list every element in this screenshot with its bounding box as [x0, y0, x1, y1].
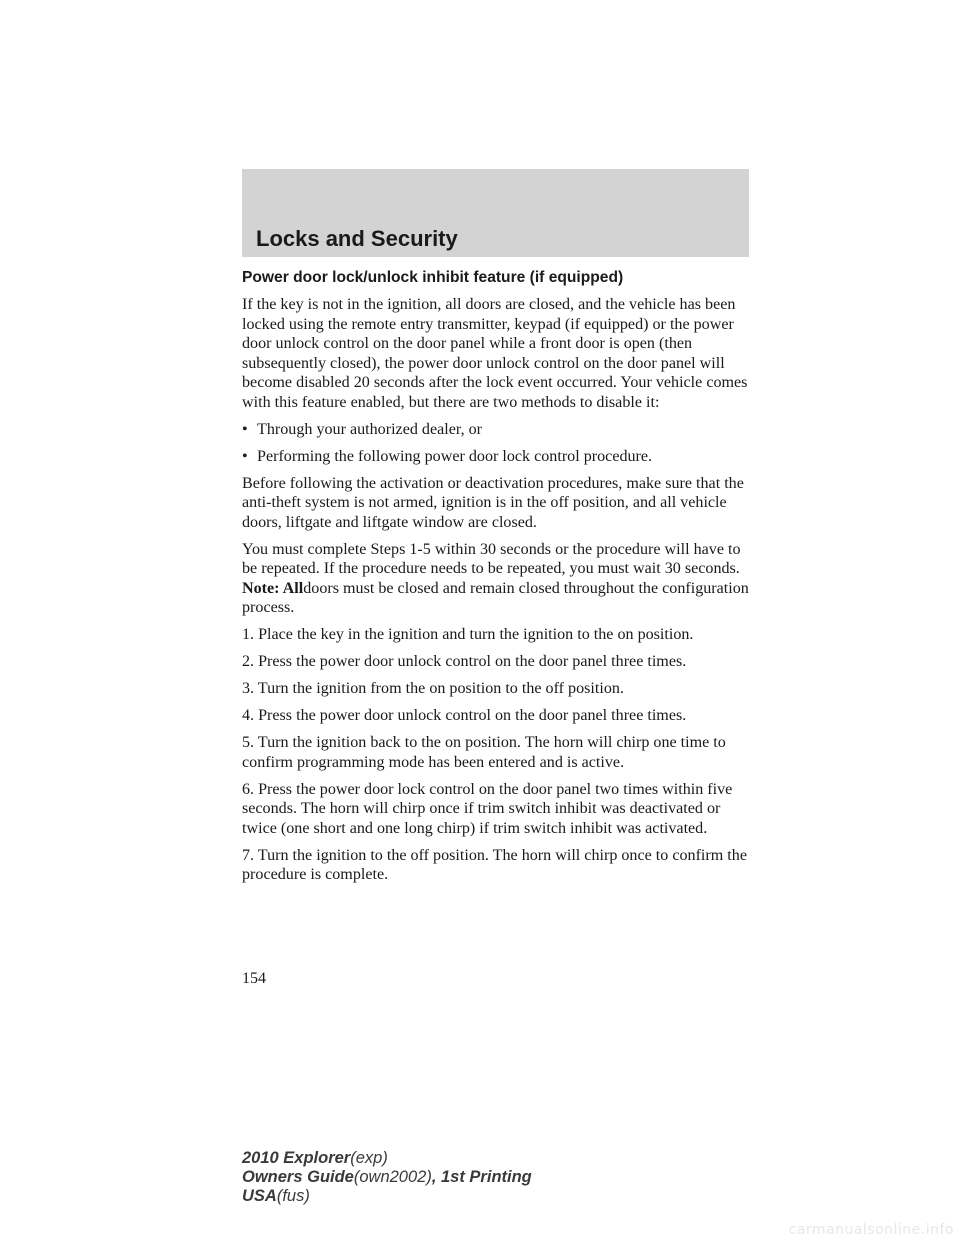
step-1: 1. Place the key in the ignition and turn the ignition to the on position. [242, 626, 694, 643]
intro-paragraph: If the key is not in the ignition, all doors are closed, and the vehicle has been locked using the remote entry transmitter, keypad (if equipped) or the power door unlock control on the door panel while a front door is open (then subsequently closed), the power door unlock control on the door panel will become disabled 20 seconds after the lock event occurred. Your vehicle comes with this feature enabled, but there are two methods to disable it: [242, 296, 748, 411]
bullet-item [242, 420, 757, 440]
watermark: carmanualsonline.info [788, 1222, 954, 1238]
bullet-text: Through your authorized dealer, or [257, 420, 483, 438]
timing-paragraph [242, 540, 757, 618]
footer-guide: Owners Guide [242, 1168, 354, 1186]
step-3: 3. Turn the ignition from the on position to the off position. [242, 680, 624, 697]
footer-region-code: (fus) [276, 1187, 310, 1205]
footer-line-1 [242, 1149, 532, 1168]
page-number: 154 [242, 970, 266, 987]
before-following-paragraph: Before following the activation or deactivation procedures, make sure that the anti-theft system is not armed, ignition is in the off position, and all vehicle doors, liftgate and liftgate window are closed. [242, 474, 744, 531]
bullet-icon: • [242, 447, 248, 465]
step-6: 6. Press the power door lock control on the door panel two times within five seconds. The horn will chirp once if trim switch inhibit was deactivated or twice (one short and one long chirp) if trim switch inhibit was activated. [242, 780, 733, 837]
bullet-text: Performing the following power door lock control procedure. [257, 447, 653, 465]
footer-model-code: (exp) [350, 1149, 388, 1167]
step-2: 2. Press the power door unlock control on the door panel three times. [242, 653, 687, 670]
footer-line-2 [242, 1168, 532, 1187]
subheading: Power door lock/unlock inhibit feature (if equipped) [242, 269, 624, 286]
note-label: Note: All [242, 579, 304, 597]
section-title: Locks and Security [256, 226, 458, 251]
page-content [242, 268, 757, 892]
step-7: 7. Turn the ignition to the off position. The horn will chirp once to confirm the procedure is complete. [242, 846, 747, 883]
footer-region: USA [242, 1187, 277, 1205]
step-5: 5. Turn the ignition back to the on position. The horn will chirp one time to confirm programming mode has been entered and is active. [242, 734, 726, 771]
footer-guide-code: (own2002) [353, 1168, 432, 1186]
footer-imprint [242, 1149, 532, 1206]
footer-printing: , 1st Printing [431, 1168, 532, 1186]
timing-text: You must complete Steps 1-5 within 30 seconds or the procedure will have to be repeated. If the procedure needs to be repeated, you must wait 30 seconds. [242, 540, 741, 577]
step-4: 4. Press the power door unlock control on the door panel three times. [242, 707, 687, 724]
footer-model: 2010 Explorer [242, 1149, 351, 1167]
bullet-item [242, 447, 757, 467]
footer-line-3 [242, 1187, 532, 1206]
bullet-icon: • [242, 420, 248, 438]
note-text: doors must be closed and remain closed throughout the configuration process. [242, 579, 749, 616]
